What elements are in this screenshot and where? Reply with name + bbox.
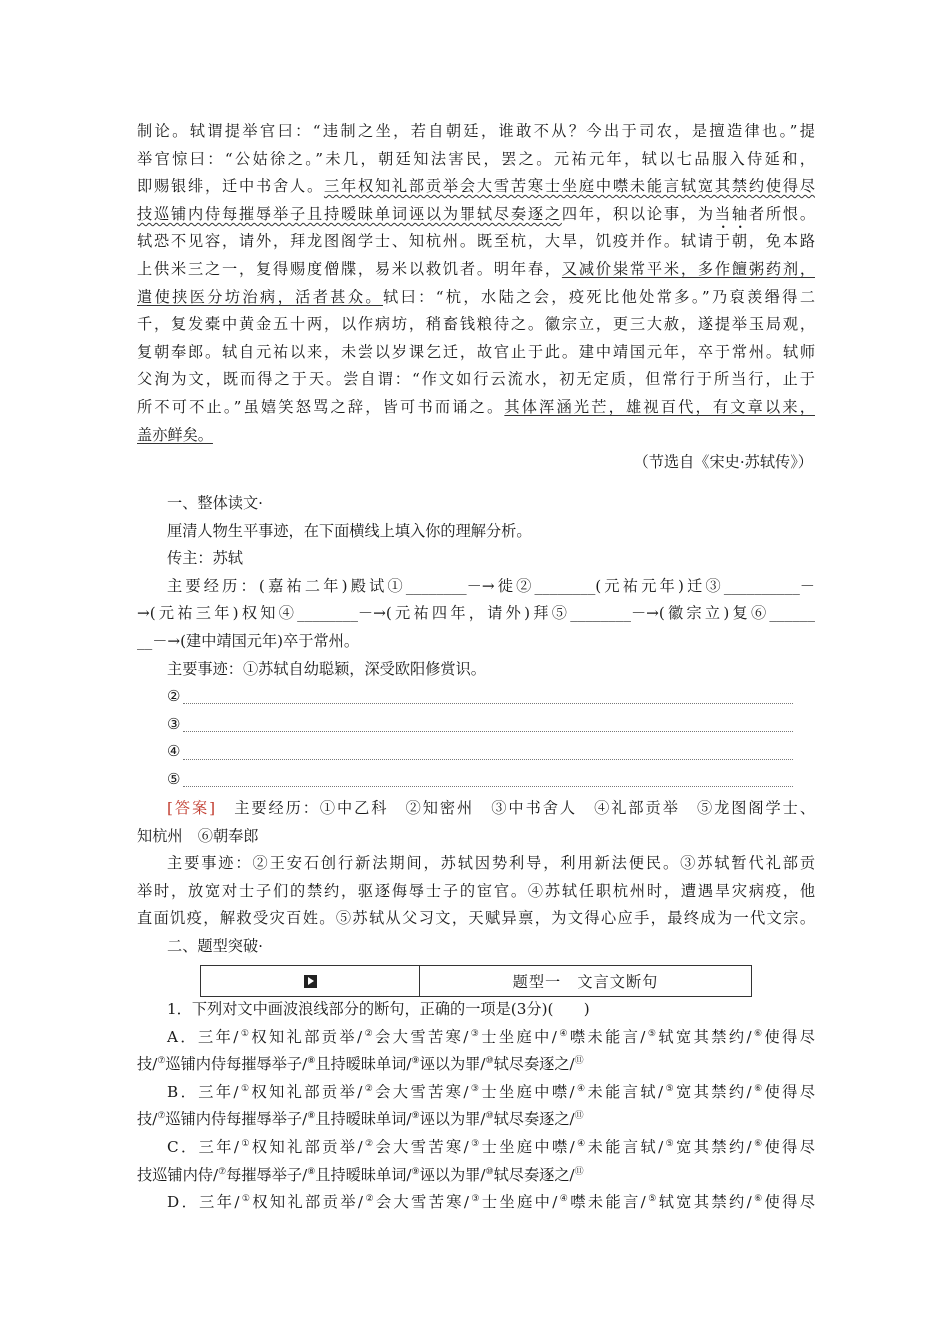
passage-line <box>137 256 815 284</box>
option-d[interactable]: D．三年/①权知礼部贡举/②会大雪苦寒/③士坐庭中/④噤未能言/⑤轼宽其禁约/⑥使得尽 <box>167 1193 815 1212</box>
passage-line: 制论。轼谓提举官曰：“违制之坐，若自朝廷，谁敢不从？今出于司农，是擅造律也。”提 <box>137 122 815 140</box>
passage-text: 所不可不止。”虽嬉笑怒骂之辞，皆可书而诵之。 <box>137 397 505 416</box>
dotted-emphasis-text: 当轴 <box>714 204 749 223</box>
passage-line: 复朝奉郎。轼自元祐以来，未尝以岁课乞迁，故官止于此。建中靖国元年，卒于常州。轼师 <box>137 342 815 361</box>
passage-text: 即赐银绯，迁中书舍人。 <box>137 177 324 196</box>
section-overall-reading <box>137 490 815 794</box>
underlined-text: 遣使挟医分坊治病，活者甚众。 <box>137 287 383 306</box>
dotted-rule <box>183 689 793 704</box>
wavy-underlined-text: 三年权知礼部贡举会大雪苦寒士坐庭中噤未能言轼宽其禁约使得尽 <box>323 177 815 196</box>
question-block <box>137 996 815 1217</box>
passage-text: 上供米三之一，复得赐度僧牒，易米以救饥者。明年春， <box>137 259 562 278</box>
subject-label: 传主：苏轼 <box>167 549 243 568</box>
option-a[interactable]: A．三年/①权知礼部贡举/②会大雪苦寒/③士坐庭中/④噤未能言/⑤轼宽其禁约/⑥使得尽 <box>167 1027 815 1046</box>
passage-text: 者所恨。 <box>748 204 815 223</box>
blank-number: ② <box>167 687 181 706</box>
answer-section <box>137 795 815 961</box>
dotted-rule <box>183 745 793 760</box>
section-title: 一、整体读文· <box>167 494 263 512</box>
question-type-label: 题型一 文言文断句 <box>512 972 659 991</box>
underlined-text: 其体浑涵光芒，雄视百代，有文章以来， <box>504 397 815 416</box>
underlined-text: 又减价粜常平米，多作饘粥药剂， <box>561 259 815 278</box>
passage-line: 千，复发橐中黄金五十两，以作病坊，稍畜钱粮待之。徽宗立，更三大赦，遂提举玉局观， <box>137 315 815 334</box>
passage-text: 四年，积以论事，为 <box>561 204 715 223</box>
passage-line: 父洵为文，既而得之于天。尝自谓：“作文如行云流水，初无定质，但常行于所当行，止于 <box>137 370 815 389</box>
option-b[interactable]: B．三年/①权知礼部贡举/②会大雪苦寒/③士坐庭中噤/④未能言轼/⑤宽其禁约/⑥使得尽 <box>167 1082 815 1101</box>
passage-line: 轼恐不见容，请外，拜龙图阁学士、知杭州。既至杭，大旱，饥疫并作。轼请于朝，免本路 <box>137 232 815 251</box>
dotted-rule <box>183 717 793 732</box>
passage-line <box>137 201 815 229</box>
option-c-continued: 技巡铺内侍/⑦每摧辱举子/⑧且持暧昧单词/⑨诬以为罪/⑩轼尽奏逐之/⑪ <box>137 1165 584 1184</box>
passage-source: （节选自《宋史·苏轼传》） <box>633 453 813 472</box>
answer-tag: [答案] <box>167 799 216 817</box>
option-a-continued: 技/⑦巡铺内侍每摧辱举子/⑧且持暧昧单词/⑨诬以为罪/⑩轼尽奏逐之/⑪ <box>137 1055 584 1074</box>
passage-line <box>137 394 815 422</box>
passage-line: 举官惊曰：“公姑徐之。”未几，朝廷知法害民，罢之。元祐元年，轼以七品服入侍延和， <box>137 149 815 168</box>
answer-line: 直面饥疫，解救受灾百姓。⑤苏轼从父习文，天赋异禀，为文得心应手，最终成为一代文宗。 <box>137 909 815 928</box>
fill-in-line[interactable] <box>137 711 815 739</box>
option-c[interactable]: C．三年/①权知礼部贡举/②会大雪苦寒/③士坐庭中噤/④未能言轼/⑤宽其禁约/⑥使得尽 <box>167 1137 815 1156</box>
question-stem: 1．下列对文中画波浪线部分的断句，正确的一项是(3分)( ) <box>167 1000 590 1018</box>
fill-in-line[interactable] <box>137 738 815 766</box>
answer-line: 知杭州 ⑥朝奉郎 <box>137 826 259 845</box>
answer-text: 主要经历：①中乙科 ②知密州 ③中书舍人 ④礼部贡举 ⑤龙图阁学士、 <box>234 799 815 817</box>
passage-text: 轼曰：“杭，水陆之会，疫死比他处常多。”乃裒羡缗得二 <box>383 287 815 306</box>
question-type-table <box>200 965 752 997</box>
deeds-line: 主要事迹：①苏轼自幼聪颖，深受欧阳修赏识。 <box>167 659 486 678</box>
passage-line <box>137 173 815 201</box>
blank-number: ③ <box>167 714 181 733</box>
option-b-continued: 技/⑦巡铺内侍每摧辱举子/⑧且持暧昧单词/⑨诬以为罪/⑩轼尽奏逐之/⑪ <box>137 1110 584 1129</box>
passage-line <box>137 284 815 312</box>
fill-in-line[interactable] <box>137 683 815 711</box>
experience-line: 主要经历：(嘉祐二年)殿试①________－→徙②________(元祐元年)迁③__________－ <box>167 576 815 595</box>
wavy-underlined-text: 技巡铺内侍每摧辱举子且持暧昧单词诬以为罪轼尽奏逐之 <box>137 204 562 223</box>
answer-line: 主要事迹：②王安石创行新法期间，苏轼因势利导，利用新法便民。③苏轼暂代礼部贡 <box>167 854 815 873</box>
answer-line <box>137 795 815 823</box>
play-icon[interactable] <box>304 975 317 988</box>
instruction: 厘清人物生平事迹，在下面横线上填入你的理解分析。 <box>167 521 532 540</box>
passage-line <box>137 422 815 450</box>
dotted-rule <box>183 772 793 787</box>
blank-number: ④ <box>167 742 181 761</box>
play-cell[interactable] <box>201 966 420 996</box>
blank-number: ⑤ <box>167 769 181 788</box>
underlined-text: 盖亦鲜矣。 <box>137 425 213 444</box>
fill-in-line[interactable] <box>137 766 815 794</box>
passage <box>137 118 815 477</box>
answer-line: 举时，放宽对士子们的禁约，驱逐侮辱士子的宦官。④苏轼任职杭州时，遭遇旱灾病疫，他 <box>137 881 815 900</box>
experience-line: __－→(建中靖国元年)卒于常州。 <box>137 631 360 650</box>
experience-line: →(元祐三年)权知④________－→(元祐四年，请外)拜⑤________－→(徽宗立)复⑥______ <box>137 604 815 623</box>
section-title: 二、题型突破· <box>167 936 263 955</box>
